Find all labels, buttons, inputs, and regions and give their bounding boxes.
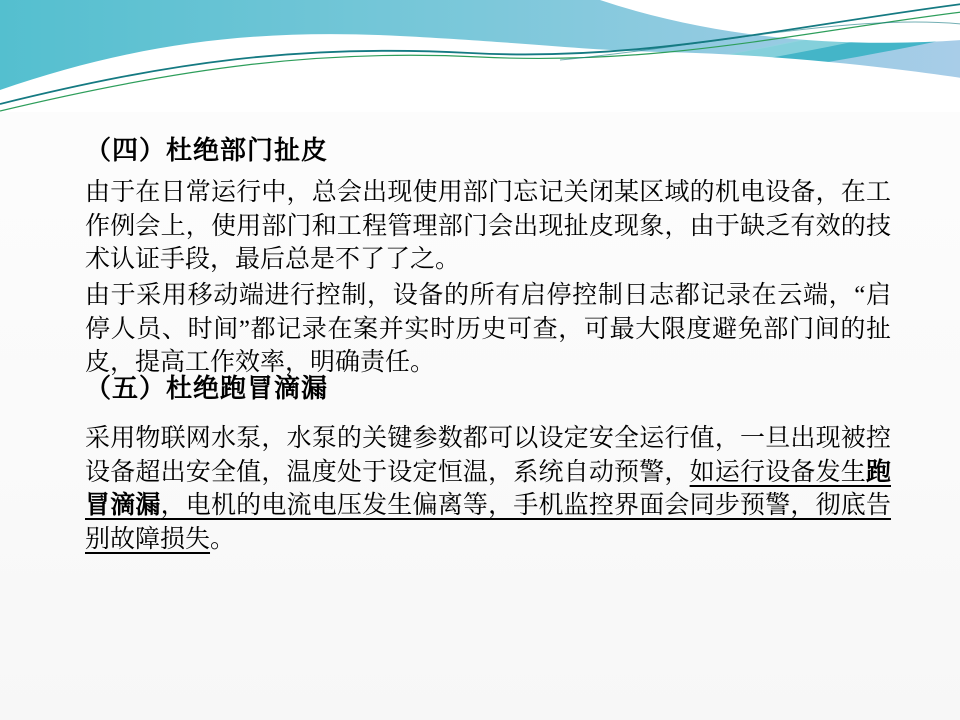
text-segment: 跑冒滴漏 (85, 458, 891, 519)
section-heading-5: （五）杜绝跑冒滴漏 (85, 374, 329, 403)
text-segment: 采用物联网水泵，水泵的关键参数都可以设定安全运行值，一旦出现被控设备超出安全值，温度处于设定恒温，系统自动预警， (85, 425, 891, 486)
text-segment: 。 (210, 525, 236, 553)
text-segment: ，电机的电流电压发生偏离等，手机监控界面会同步预警，彻底告别故障损失 (85, 492, 891, 553)
paragraph-daily-operation: 由于在日常运行中，总会出现使用部门忘记关闭某区域的机电设备，在工作例会上，使用部门和工程管理部门会出现扯皮现象，由于缺乏有效的技术认证手段，最后总是不了了之。 (85, 179, 891, 273)
paragraph-cloud-log: 由于采用移动端进行控制，设备的所有启停控制日志都记录在云端，“启停人员、时间”都记录在案并实时历史可查，可最大限度避免部门间的扯皮，提高工作效率，明确责任。 (85, 282, 891, 376)
section-heading-4: （四）杜绝部门扯皮 (85, 136, 329, 165)
header-wave-decoration (0, 0, 960, 112)
paragraph-iot-pump (85, 422, 891, 556)
text-segment: 如运行设备发生 (689, 458, 866, 486)
